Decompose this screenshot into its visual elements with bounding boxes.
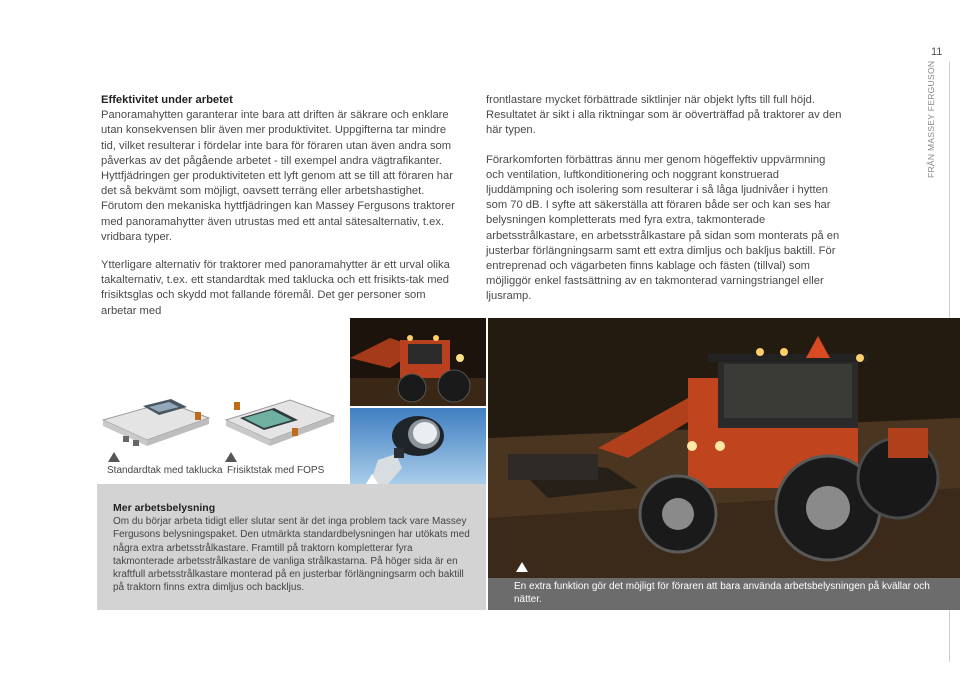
triangle-marker-icon bbox=[108, 452, 120, 462]
triangle-marker-icon bbox=[516, 562, 528, 572]
photo-caption: En extra funktion gör det möjligt för föraren att bara använda arbetsbelysningen på kvällar och nätter. bbox=[514, 581, 930, 606]
fops-roof-image bbox=[220, 390, 340, 460]
paragraph: frontlastare mycket förbättrade siktlinjer när objekt lyfts till full höjd. Resultatet är sikt i alla riktningar som är oöverträffad på traktorer av den här typen. bbox=[486, 94, 842, 137]
standard-roof-image bbox=[97, 390, 215, 460]
page-number: 11 bbox=[931, 46, 943, 58]
work-lamp-photo bbox=[350, 408, 486, 484]
paragraph: Panoramahytten garanterar inte bara att driften är säkrare och enklare utan konsekvensen blir även mer produktivitet. Uppgifterna tar mindre tid, vilket resulterar i fördelar inte bara för föraren utan även andra som påverkas av det pågående arbetet - till exempel andra vägtrafikanter. Hyttfjädringen ger produktiviteten ett lyft genom att se till att föraren har det så bekvämt som möjligt, oavsett terräng eller arbetshastighet. Förutom den mekaniska hyttfjädringen kan Massey Fergusons traktorer med panoramahytter även utrustas med ett antal sätesalternativ, t.ex. vridbara typer. bbox=[101, 109, 455, 243]
box-heading: Mer arbetsbelysning bbox=[113, 502, 216, 514]
section-heading: Effektivitet under arbetet bbox=[101, 94, 233, 106]
triangle-marker-icon bbox=[366, 474, 378, 484]
roof-caption: Frisiktstak med FOPS bbox=[227, 465, 325, 476]
box-paragraph: Om du börjar arbeta tidigt eller slutar sent är det inga problem tack vare Massey Fergusons belysningspaket. Den utmärkta standardbelysningen har utökats med några extra arbetsstrålkastare. Framtill på traktorn kompletterar fyra takmonterade arbetsstrålkastare de vanliga strålkastarna. På höger sida är en kraftfull arbetsstrålkastare monterad på en justerbar förlängningsarm och baktill på traktorn finns extra dimljus och backljus. bbox=[113, 516, 470, 594]
side-label: FRÅN MASSEY FERGUSON bbox=[926, 60, 936, 178]
right-text-column bbox=[486, 93, 846, 305]
tractor-night-photo-small bbox=[350, 318, 486, 406]
tractor-night-photo-large bbox=[488, 318, 960, 578]
lighting-info-text bbox=[113, 502, 473, 594]
paragraph: Ytterligare alternativ för traktorer med panoramahytter är ett urval olika takalternativ, t.ex. ett standardtak med taklucka och ett frisikts-tak med frisiktsglas och skydd mot fallande föremål. Det ger personer som arbetar med bbox=[101, 259, 450, 317]
left-text-column bbox=[101, 93, 461, 319]
paragraph: Förarkomforten förbättras ännu mer genom högeffektiv uppvärmning och ventilation, luftkonditionering och noggrant konstruerad ljuddämpning och isolering som resulterar i så låga ljudnivåer i hytten som 70 dB. I syfte att säkerställa att föraren både ser och kan ses har belysningen kompletterats med fyra extra, takmonterade arbetsstrålkastare, en arbetsstrålkastare på sidan som monterats på en justerbar förlängningsarm samt ett extra dimljus och bakljus baktill. För entreprenad och vägarbeten finns kablage och fästen (tillval) som möjliggör enkel fastsättning av en takmonterad varningstriangel eller ljusramp. bbox=[486, 153, 840, 303]
triangle-marker-icon bbox=[225, 452, 237, 462]
roof-caption: Standardtak med taklucka bbox=[107, 465, 223, 476]
